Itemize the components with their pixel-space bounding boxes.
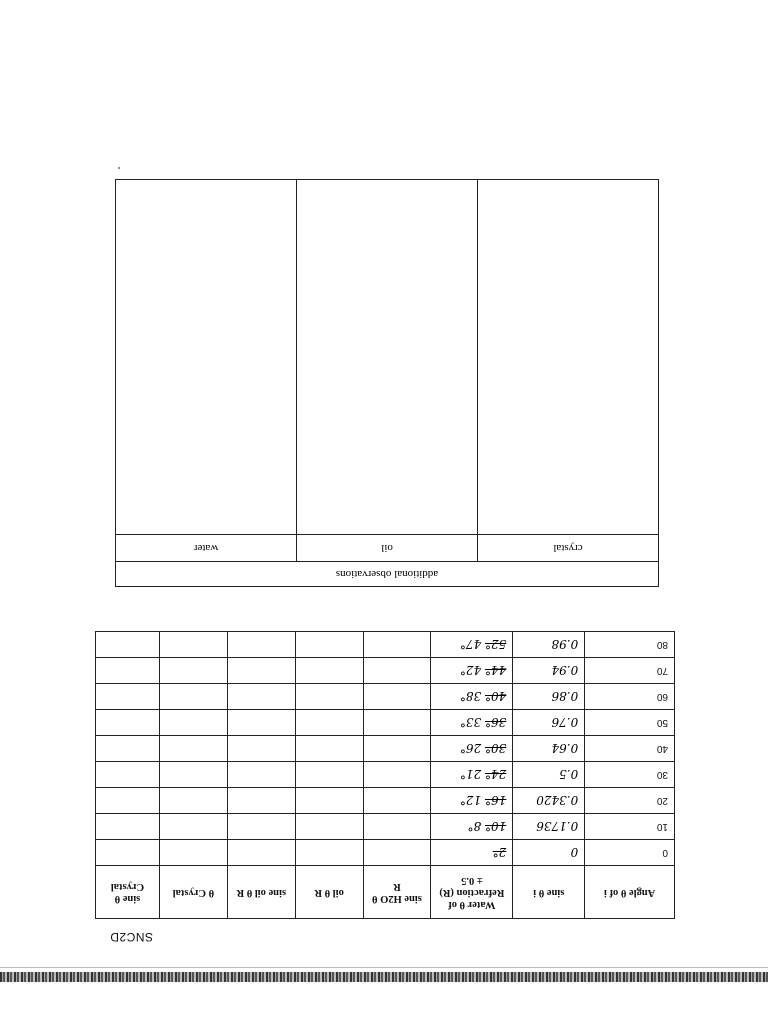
table-row — [96, 658, 675, 684]
water-angle-value: 47° — [459, 637, 482, 652]
water-angle-value: 38° — [459, 689, 482, 704]
angle-cell: 40 — [585, 736, 675, 762]
sine-incidence-cell: 0.94 — [513, 658, 585, 684]
sine-crystal-cell — [96, 658, 160, 684]
sine-water-cell — [363, 736, 431, 762]
angle-cell: 30 — [585, 762, 675, 788]
water-angle-value: 21° — [459, 767, 482, 782]
sine-water-cell — [363, 840, 431, 866]
header-angle-of-incidence: Angle θ of i — [585, 866, 675, 919]
water-angle-value: 12° — [459, 793, 482, 808]
sine-incidence-cell: 0 — [513, 840, 585, 866]
table-row — [96, 840, 675, 866]
sine-oil-cell — [227, 814, 295, 840]
angle-cell: 80 — [585, 632, 675, 658]
header-crystal-refraction: θ Crystal — [159, 866, 227, 919]
observations-title: additional observations — [116, 561, 658, 586]
oil-refraction-cell — [295, 658, 363, 684]
header-water-refraction: Water θ of Refraction (R) ± 0.5 — [431, 866, 513, 919]
crystal-refraction-cell — [159, 840, 227, 866]
observations-header-water: water — [193, 542, 219, 554]
sine-crystal-cell — [96, 684, 160, 710]
sine-incidence-cell: 0.76 — [513, 710, 585, 736]
water-angle-value: 42° — [459, 663, 482, 678]
table-row — [96, 736, 675, 762]
angle-cell: 10 — [585, 814, 675, 840]
sine-crystal-cell — [96, 814, 160, 840]
water-refraction-cell — [431, 632, 513, 658]
sine-incidence-cell: 0.1736 — [513, 814, 585, 840]
header-sine-incidence: sine θ i — [513, 866, 585, 919]
header-sine-crystal: sine θ Crystal — [96, 866, 160, 919]
sine-oil-cell — [227, 658, 295, 684]
sine-crystal-cell — [96, 736, 160, 762]
header-sine-water: sine H2O θ R — [363, 866, 431, 919]
water-angle-value: 26° — [459, 741, 482, 756]
water-angle-value: 8° — [467, 819, 482, 834]
scan-speck — [118, 167, 120, 169]
water-refraction-cell — [431, 710, 513, 736]
oil-refraction-cell — [295, 814, 363, 840]
observations-crystal-area — [477, 180, 658, 534]
water-refraction-cell — [431, 762, 513, 788]
crystal-refraction-cell — [159, 632, 227, 658]
oil-refraction-cell — [295, 788, 363, 814]
water-refraction-cell — [431, 684, 513, 710]
crystal-refraction-cell — [159, 736, 227, 762]
observations-header-crystal: crystal — [477, 535, 658, 561]
observations-header-oil: oil — [296, 535, 477, 561]
oil-refraction-cell — [295, 840, 363, 866]
table-row — [96, 632, 675, 658]
sine-incidence-cell: 0.86 — [513, 684, 585, 710]
sine-oil-cell — [227, 762, 295, 788]
water-angle-value: 33° — [459, 715, 482, 730]
table-row — [96, 710, 675, 736]
sine-water-cell — [363, 762, 431, 788]
observations-writing-area — [116, 180, 658, 534]
sine-crystal-cell — [96, 840, 160, 866]
angle-cell: 20 — [585, 788, 675, 814]
observations-water-area — [116, 180, 296, 534]
sine-water-cell — [363, 684, 431, 710]
angle-cell: 0 — [585, 840, 675, 866]
water-refraction-cell — [431, 840, 513, 866]
sine-oil-cell — [227, 684, 295, 710]
struck-water-angle: 2° — [492, 845, 507, 860]
header-oil-refraction: oil θ R — [295, 866, 363, 919]
crystal-refraction-cell — [159, 684, 227, 710]
scan-rule-line — [0, 967, 768, 968]
crystal-refraction-cell — [159, 710, 227, 736]
oil-refraction-cell — [295, 710, 363, 736]
refraction-data-table — [95, 631, 675, 919]
additional-observations-box — [115, 179, 659, 587]
sine-incidence-cell: 0.3420 — [513, 788, 585, 814]
crystal-refraction-cell — [159, 658, 227, 684]
header-sine-oil: sine oil θ R — [227, 866, 295, 919]
oil-refraction-cell — [295, 632, 363, 658]
water-refraction-cell — [431, 814, 513, 840]
struck-water-angle: 24° — [485, 767, 507, 782]
scan-border-edge — [0, 972, 768, 982]
angle-cell: 50 — [585, 710, 675, 736]
struck-water-angle: 36° — [485, 715, 507, 730]
sine-water-cell — [363, 788, 431, 814]
struck-water-angle: 44° — [485, 663, 507, 678]
crystal-refraction-cell — [159, 762, 227, 788]
crystal-refraction-cell — [159, 788, 227, 814]
observations-column-headers — [116, 534, 658, 561]
water-refraction-cell — [431, 736, 513, 762]
struck-water-angle: 30° — [485, 741, 507, 756]
sine-water-cell — [363, 632, 431, 658]
angle-cell: 60 — [585, 684, 675, 710]
oil-refraction-cell — [295, 762, 363, 788]
struck-water-angle: 40° — [485, 689, 507, 704]
struck-water-angle: 16° — [485, 793, 507, 808]
struck-water-angle: 52° — [485, 637, 507, 652]
table-row — [96, 684, 675, 710]
sine-incidence-cell: 0.98 — [513, 632, 585, 658]
sine-oil-cell — [227, 736, 295, 762]
sine-oil-cell — [227, 840, 295, 866]
table-row — [96, 762, 675, 788]
sine-water-cell — [363, 814, 431, 840]
sine-crystal-cell — [96, 788, 160, 814]
oil-refraction-cell — [295, 736, 363, 762]
water-refraction-cell — [431, 658, 513, 684]
sine-incidence-cell: 0.5 — [513, 762, 585, 788]
angle-cell: 70 — [585, 658, 675, 684]
observations-oil-area — [296, 180, 477, 534]
table-row — [96, 814, 675, 840]
course-code: SNC2D — [109, 930, 153, 944]
oil-refraction-cell — [295, 684, 363, 710]
sine-oil-cell — [227, 710, 295, 736]
sine-water-cell — [363, 658, 431, 684]
crystal-refraction-cell — [159, 814, 227, 840]
sine-oil-cell — [227, 632, 295, 658]
sine-water-cell — [363, 710, 431, 736]
struck-water-angle: 10° — [485, 819, 507, 834]
water-refraction-cell — [431, 788, 513, 814]
sine-oil-cell — [227, 788, 295, 814]
sine-crystal-cell — [96, 710, 160, 736]
table-row — [96, 788, 675, 814]
sine-crystal-cell — [96, 632, 160, 658]
sine-crystal-cell — [96, 762, 160, 788]
table-header-row — [96, 866, 675, 919]
sine-incidence-cell: 0.64 — [513, 736, 585, 762]
